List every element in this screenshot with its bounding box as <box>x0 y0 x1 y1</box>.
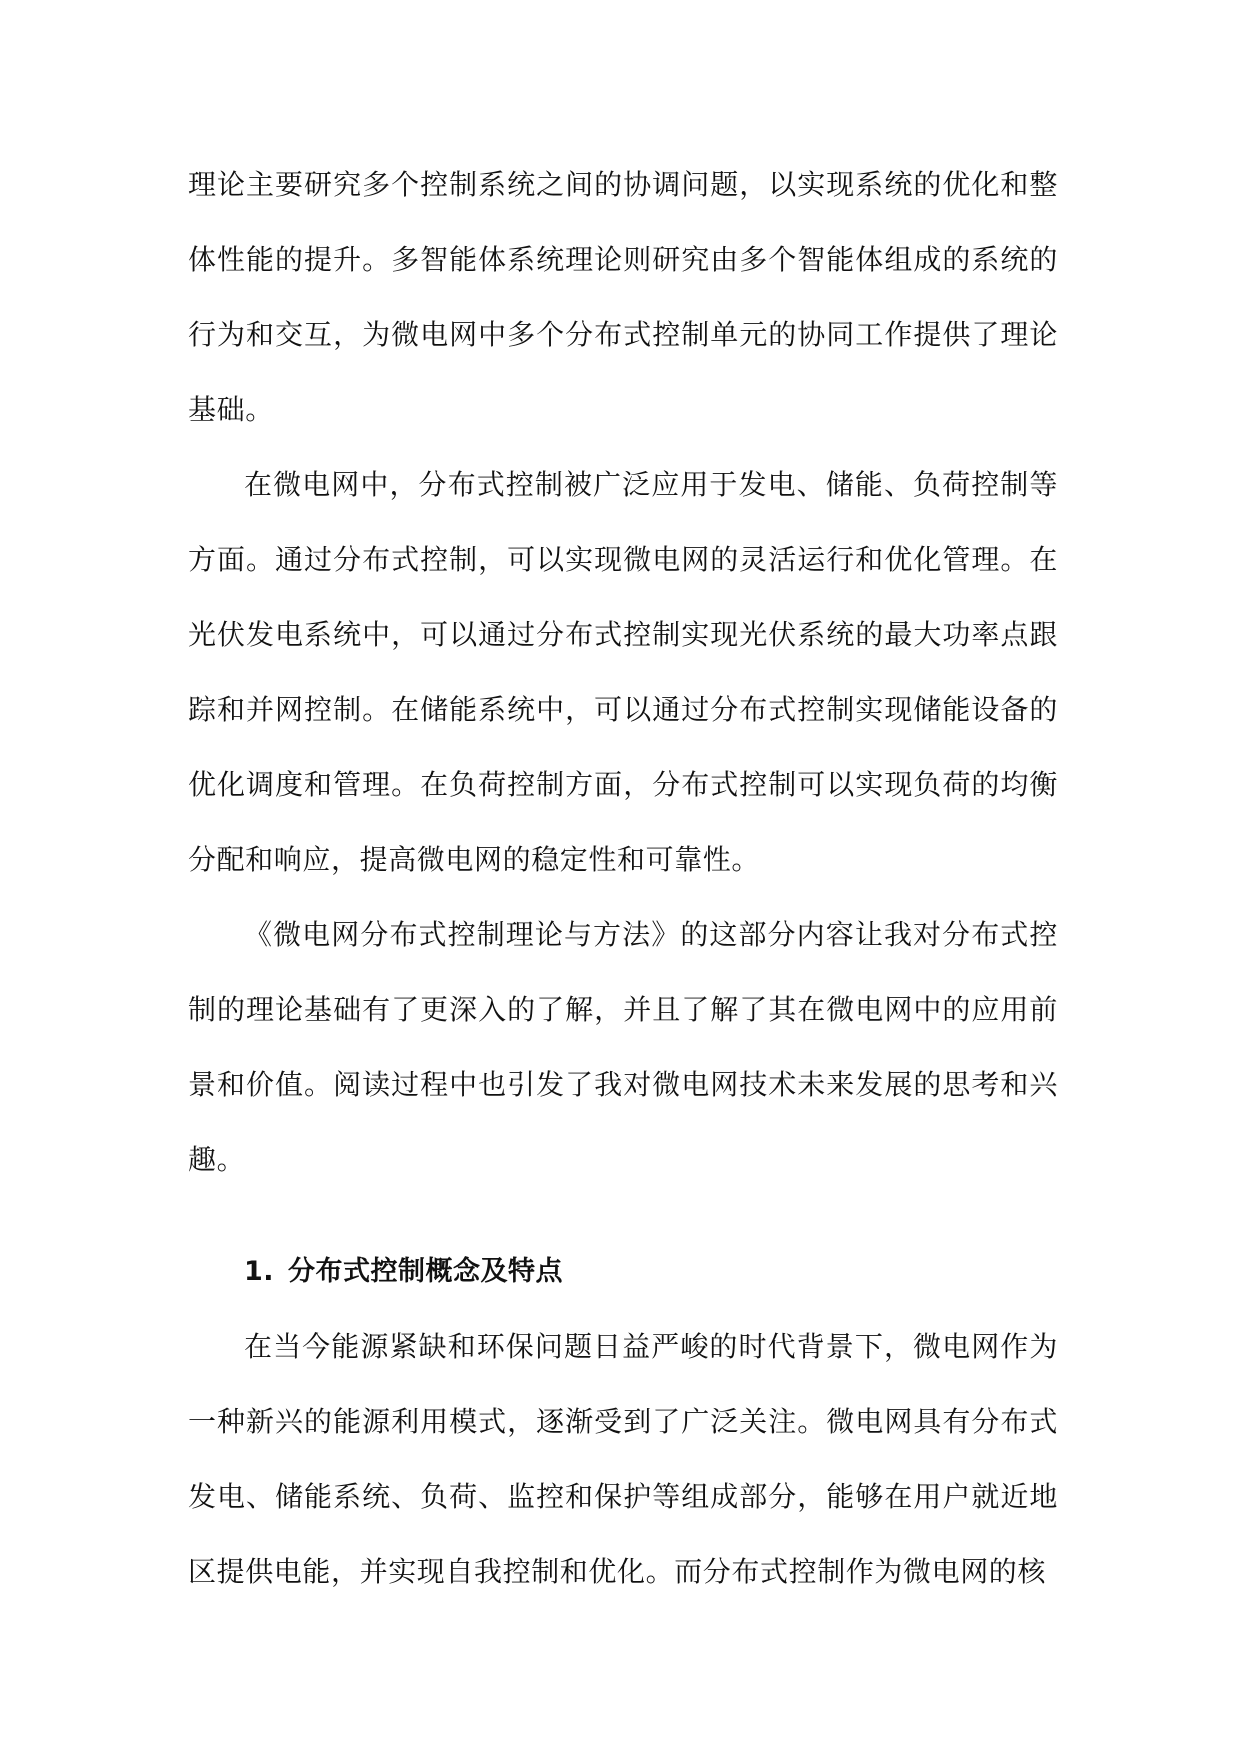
paragraph-section-intro: 在当今能源紧缺和环保问题日益严峻的时代背景下，微电网作为一种新兴的能源利用模式，逐渐受到了广泛关注。微电网具有分布式发电、储能系统、负荷、监控和保护等组成部分，能够在用户就近地区提供电能，并实现自我控制和优化。而分布式控制作为微电网的核 <box>188 1330 1058 1588</box>
section-spacer <box>188 1197 1058 1234</box>
body-text <box>188 147 1058 1609</box>
section-title: 分布式控制概念及特点 <box>288 1256 563 1287</box>
section-heading <box>188 1234 1058 1309</box>
paragraph-applications: 在微电网中，分布式控制被广泛应用于发电、储能、负荷控制等方面。通过分布式控制，可以实现微电网的灵活运行和优化管理。在光伏发电系统中，可以通过分布式控制实现光伏系统的最大功率点跟踪和并网控制。在储能系统中，可以通过分布式控制实现储能设备的优化调度和管理。在负荷控制方面，分布式控制可以实现负荷的均衡分配和响应，提高微电网的稳定性和可靠性。 <box>188 468 1058 876</box>
paragraph-theory-continuation: 理论主要研究多个控制系统之间的协调问题，以实现系统的优化和整体性能的提升。多智能体系统理论则研究由多个智能体组成的系统的行为和交互，为微电网中多个分布式控制单元的协同工作提供了理论基础。 <box>188 168 1058 426</box>
section-number: 1. <box>244 1256 275 1287</box>
paragraph-reading-reflection: 《微电网分布式控制理论与方法》的这部分内容让我对分布式控制的理论基础有了更深入的了解，并且了解了其在微电网中的应用前景和价值。阅读过程中也引发了我对微电网技术未来发展的思考和兴趣。 <box>188 918 1058 1176</box>
